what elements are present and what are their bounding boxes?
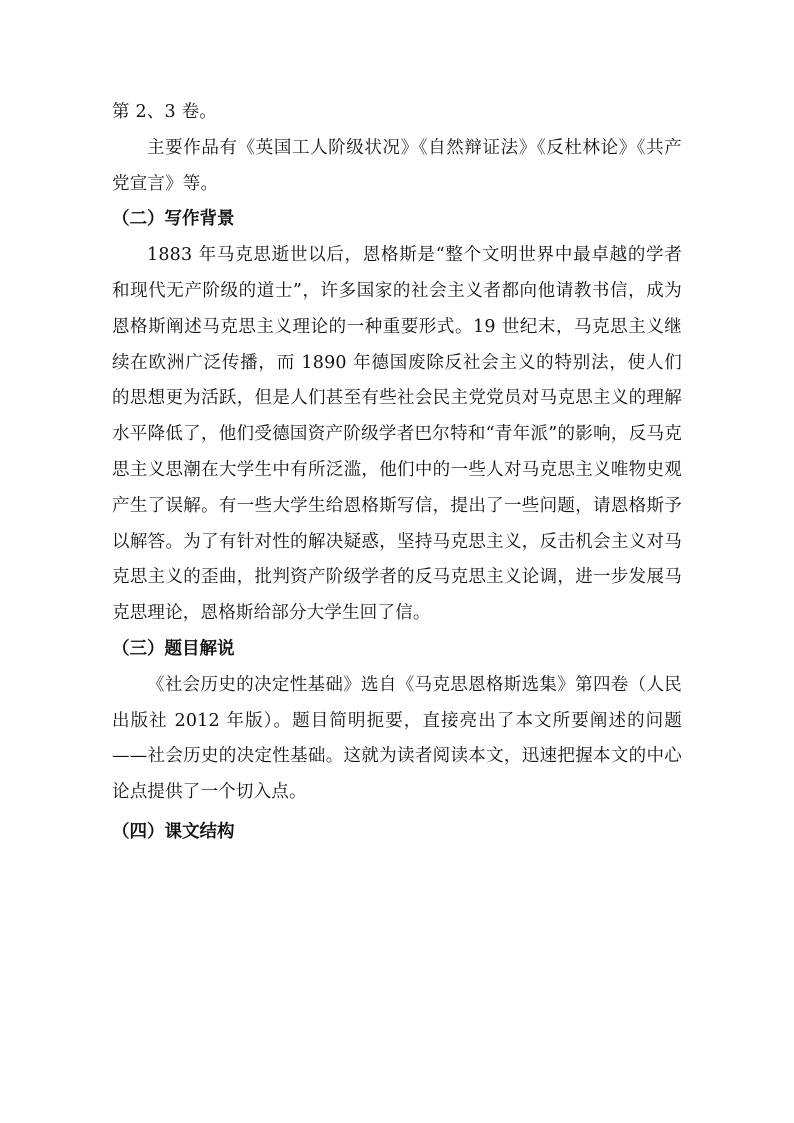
heading-title-explanation: （三）题目解说 bbox=[112, 638, 235, 659]
document-body bbox=[112, 95, 682, 851]
heading-writing-background: （二）写作背景 bbox=[112, 209, 235, 230]
heading-text-structure: （四）课文结构 bbox=[112, 821, 235, 842]
paragraph-volume-note: 第 2、3 卷。 bbox=[112, 102, 217, 122]
paragraph-major-works: 主要作品有《英国工人阶级状况》《自然辩证法》《反杜林论》《共产党宣言》等。 bbox=[112, 137, 682, 194]
paragraph-title-explanation: 《社会历史的决定性基础》选自《马克思恩格斯选集》第四卷（人民出版社 2012 年版）。题目简明扼要，直接亮出了本文所要阐述的问题——社会历史的决定性基础。这就为读者阅读本文，迅速把握本文的中心论点提供了一个切入点。 bbox=[112, 674, 682, 803]
paragraph-writing-background: 1883 年马克思逝世以后，恩格斯是“整个文明世界中最卓越的学者和现代无产阶级的道士”，许多国家的社会主义者都向他请教书信，成为恩格斯阐述马克思主义理论的一种重要形式。19 世纪末，马克思主义继续在欧洲广泛传播，而 1890 年德国废除反社会主义的特别法，使人们的思想更为活跃，但是人们甚至有些社会民主党党员对马克思主义的理解水平降低了，他们受德国资产阶级学者巴尔特和“青年派”的影响，反马克思主义思潮在大学生中有所泛滥，他们中的一些人对马克思主义唯物史观产生了误解。有一些大学生给恩格斯写信，提出了一些问题，请恩格斯予以解答。为了有针对性的解决疑惑，坚持马克思主义，反击机会主义对马克思主义的歪曲，批判资产阶级学者的反马克思主义论调，进一步发展马克思理论，恩格斯给部分大学生回了信。 bbox=[112, 245, 682, 624]
